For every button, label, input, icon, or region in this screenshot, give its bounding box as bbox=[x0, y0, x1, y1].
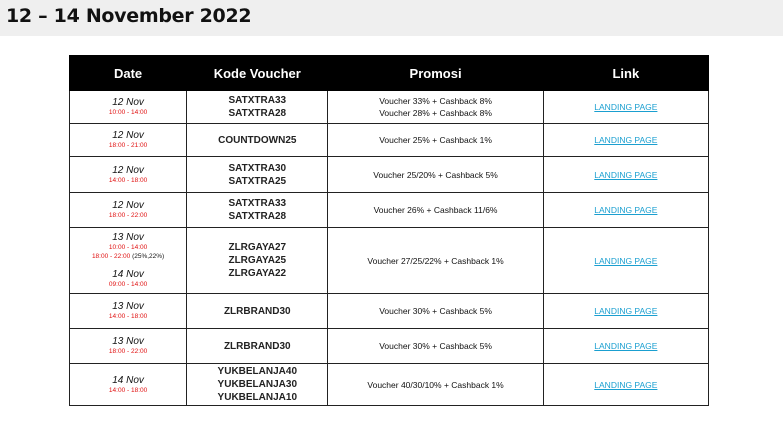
voucher-code-cell bbox=[187, 228, 328, 294]
promo-text: Voucher 33% + Cashback 8% bbox=[379, 96, 492, 106]
header-link: Link bbox=[543, 56, 708, 91]
header-date: Date bbox=[70, 56, 187, 91]
promo-text: Voucher 26% + Cashback 11/6% bbox=[373, 205, 498, 215]
table-row bbox=[70, 294, 709, 329]
link-cell bbox=[543, 91, 708, 124]
table-row bbox=[70, 124, 709, 157]
date-time: 14:00 - 18:00 bbox=[108, 176, 148, 184]
date-time: 09:00 - 14:00 bbox=[108, 281, 148, 288]
landing-page-link[interactable]: LANDING PAGE bbox=[594, 341, 658, 351]
landing-page-link[interactable]: LANDING PAGE bbox=[594, 205, 658, 215]
link-cell bbox=[543, 294, 708, 329]
voucher-code: YUKBELANJA10 bbox=[217, 392, 298, 403]
voucher-code: ZLRBRAND30 bbox=[223, 305, 291, 317]
header-voucher-code: Kode Voucher bbox=[187, 56, 328, 91]
promo-cell bbox=[328, 193, 543, 228]
voucher-code-cell bbox=[187, 364, 328, 406]
date-cell bbox=[70, 157, 187, 193]
date-cell bbox=[70, 228, 187, 294]
voucher-code: ZLRBRAND30 bbox=[223, 340, 291, 352]
landing-page-link[interactable]: LANDING PAGE bbox=[594, 255, 658, 266]
date-time: 18:00 - 22:00 bbox=[108, 212, 148, 219]
promo-cell bbox=[328, 228, 543, 294]
date-day: 13 Nov bbox=[112, 232, 144, 243]
page-title: 12 – 14 November 2022 bbox=[6, 5, 252, 27]
link-cell bbox=[543, 364, 708, 406]
voucher-code: SATXTRA28 bbox=[228, 108, 287, 119]
voucher-code: COUNTDOWN25 bbox=[218, 134, 297, 146]
table-header-row bbox=[70, 56, 709, 91]
landing-page-link[interactable]: LANDING PAGE bbox=[594, 306, 658, 316]
promo-text: Voucher 27/25/22% + Cashback 1% bbox=[367, 255, 504, 266]
promo-text: Voucher 25/20% + Cashback 5% bbox=[373, 169, 498, 180]
date-time: 18:00 - 21:00 bbox=[108, 142, 148, 149]
voucher-code-cell bbox=[187, 91, 328, 124]
promo-text: Voucher 25% + Cashback 1% bbox=[379, 135, 492, 145]
table-row bbox=[70, 157, 709, 193]
date-day: 14 Nov bbox=[112, 269, 144, 280]
date-day: 12 Nov bbox=[112, 130, 144, 141]
date-spacer bbox=[70, 261, 186, 269]
landing-page-link[interactable]: LANDING PAGE bbox=[594, 169, 658, 180]
date-day: 12 Nov bbox=[112, 164, 144, 176]
date-day: 12 Nov bbox=[112, 200, 144, 211]
voucher-table bbox=[69, 55, 709, 406]
date-time: 10:00 - 14:00 bbox=[108, 109, 148, 116]
voucher-code: ZLRGAYA25 bbox=[228, 255, 287, 266]
voucher-code-cell bbox=[187, 294, 328, 329]
promo-cell bbox=[328, 364, 543, 406]
date-day: 13 Nov bbox=[112, 336, 144, 347]
date-time bbox=[70, 252, 186, 261]
link-cell bbox=[543, 228, 708, 294]
promo-cell bbox=[328, 157, 543, 193]
table-row bbox=[70, 193, 709, 228]
voucher-code-cell bbox=[187, 193, 328, 228]
voucher-code-cell bbox=[187, 329, 328, 364]
voucher-code: SATXTRA33 bbox=[228, 198, 287, 209]
date-time: 18:00 - 22:00 bbox=[108, 348, 148, 355]
date-cell bbox=[70, 294, 187, 329]
date-time-second: 18:00 - 22:00 bbox=[91, 253, 131, 260]
date-cell bbox=[70, 193, 187, 228]
promo-text: Voucher 40/30/10% + Cashback 1% bbox=[367, 379, 504, 390]
header-promotion: Promosi bbox=[328, 56, 543, 91]
link-cell bbox=[543, 329, 708, 364]
promo-text: Voucher 28% + Cashback 8% bbox=[379, 108, 492, 118]
link-cell bbox=[543, 157, 708, 193]
promo-cell bbox=[328, 124, 543, 157]
promo-cell bbox=[328, 329, 543, 364]
voucher-code: ZLRGAYA27 bbox=[228, 242, 287, 253]
table-row bbox=[70, 364, 709, 406]
link-cell bbox=[543, 124, 708, 157]
date-time: 10:00 - 14:00 bbox=[108, 244, 148, 251]
date-note: (25%,22%) bbox=[132, 253, 165, 260]
date-cell bbox=[70, 329, 187, 364]
voucher-code-cell bbox=[187, 157, 328, 193]
promo-text: Voucher 30% + Cashback 5% bbox=[379, 341, 492, 351]
date-cell bbox=[70, 364, 187, 406]
date-day: 13 Nov bbox=[112, 301, 144, 312]
date-time: 14:00 - 18:00 bbox=[108, 313, 148, 320]
landing-page-link[interactable]: LANDING PAGE bbox=[594, 379, 658, 390]
landing-page-link[interactable]: LANDING PAGE bbox=[594, 102, 658, 112]
date-time: 14:00 - 18:00 bbox=[108, 386, 148, 394]
voucher-code: YUKBELANJA40 bbox=[217, 366, 298, 377]
date-day: 14 Nov bbox=[112, 374, 144, 386]
voucher-code-cell bbox=[187, 124, 328, 157]
voucher-code: YUKBELANJA30 bbox=[217, 379, 298, 390]
link-cell bbox=[543, 193, 708, 228]
table-row bbox=[70, 228, 709, 294]
voucher-code: SATXTRA25 bbox=[228, 175, 287, 187]
table-row bbox=[70, 329, 709, 364]
date-cell bbox=[70, 91, 187, 124]
table-row bbox=[70, 91, 709, 124]
voucher-code: SATXTRA30 bbox=[228, 162, 287, 174]
date-cell bbox=[70, 124, 187, 157]
promo-text: Voucher 30% + Cashback 5% bbox=[379, 306, 492, 316]
promo-cell bbox=[328, 91, 543, 124]
voucher-code: ZLRGAYA22 bbox=[228, 268, 287, 279]
voucher-code: SATXTRA33 bbox=[228, 95, 287, 106]
promo-cell bbox=[328, 294, 543, 329]
landing-page-link[interactable]: LANDING PAGE bbox=[594, 135, 658, 145]
date-day: 12 Nov bbox=[112, 97, 144, 108]
title-bar bbox=[0, 0, 783, 36]
voucher-code: SATXTRA28 bbox=[228, 211, 287, 222]
